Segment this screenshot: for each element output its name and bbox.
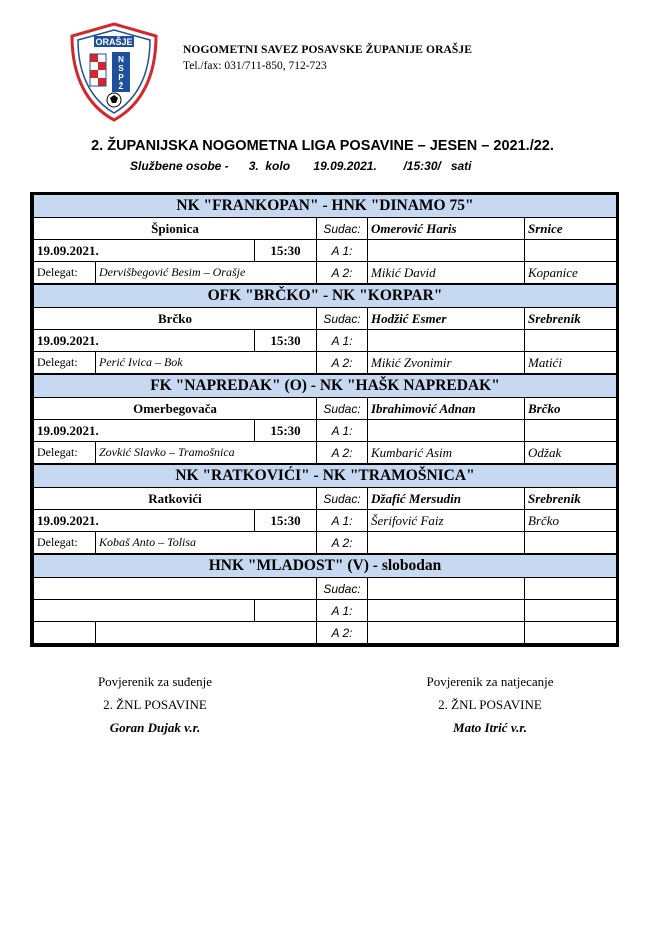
svg-text:N: N (118, 55, 124, 64)
match-row-delegate (34, 532, 617, 555)
match-title: HNK "MLADOST" (V) - slobodan (34, 554, 617, 578)
signature-right (400, 670, 580, 739)
sudac-label: Sudac: (317, 488, 368, 510)
match-header (34, 195, 617, 218)
match-time: 15:30 (255, 510, 317, 532)
svg-text:S: S (118, 64, 124, 73)
delegate-name: Kobaš Anto – Tolisa (96, 532, 317, 555)
federation-logo (68, 22, 160, 122)
a2-label: A 2: (317, 262, 368, 285)
match-time: 15:30 (255, 330, 317, 352)
match-time (255, 600, 317, 622)
svg-text:P: P (118, 73, 124, 82)
a1-label: A 1: (317, 420, 368, 442)
referee-name: Omerović Haris (368, 218, 525, 240)
match-row-date (34, 330, 617, 352)
a2-label: A 2: (317, 532, 368, 555)
match-date: 19.09.2021. (34, 510, 255, 532)
delegate-name: Dervišbegović Besim – Orašje (96, 262, 317, 285)
match-row-delegate (34, 352, 617, 375)
sudac-label: Sudac: (317, 578, 368, 600)
assistant2-city: Odžak (525, 442, 617, 465)
match-header (34, 374, 617, 398)
delegate-name: Perić Ivica – Bok (96, 352, 317, 375)
delegat-label: Delegat: (34, 442, 96, 465)
assistant1-city (525, 330, 617, 352)
svg-text:Ž: Ž (118, 82, 124, 91)
referee-city: Srebrenik (525, 308, 617, 330)
assistant2-city (525, 532, 617, 555)
delegat-label (34, 622, 96, 644)
delegat-label: Delegat: (34, 532, 96, 555)
assistant1-name (368, 330, 525, 352)
venue: Omerbegovača (34, 398, 317, 420)
assistant2-city (525, 622, 617, 644)
assistant2-city: Matići (525, 352, 617, 375)
assistant1-city: Brčko (525, 510, 617, 532)
match-row-venue (34, 308, 617, 330)
referee-city: Srebrenik (525, 488, 617, 510)
signature-left (70, 670, 240, 739)
a2-label: A 2: (317, 442, 368, 465)
referee-city (525, 578, 617, 600)
venue: Špionica (34, 218, 317, 240)
assistant2-name (368, 622, 525, 644)
assistant2-name (368, 532, 525, 555)
page-title: 2. ŽUPANIJSKA NOGOMETNA LIGA POSAVINE – JESEN – 2021./22. (91, 138, 554, 154)
sudac-label: Sudac: (317, 398, 368, 420)
match-title: NK "FRANKOPAN" - HNK "DINAMO 75" (34, 195, 617, 218)
signature-right-role: Povjerenik za natjecanje (426, 674, 554, 689)
signature-left-name: Goran Dujak v.r. (109, 720, 201, 735)
match-title: FK "NAPREDAK" (O) - NK "HAŠK NAPREDAK" (34, 374, 617, 398)
match-header (34, 284, 617, 308)
delegat-label: Delegat: (34, 262, 96, 285)
referee-name: Hodžić Esmer (368, 308, 525, 330)
a1-label: A 1: (317, 600, 368, 622)
match-row-date (34, 600, 617, 622)
assistant1-name (368, 240, 525, 262)
match-title: NK "RATKOVIĆI" - NK "TRAMOŠNICA" (34, 464, 617, 488)
match-time: 15:30 (255, 420, 317, 442)
assistant2-name: Mikić David (368, 262, 525, 285)
venue: Brčko (34, 308, 317, 330)
match-row-date (34, 420, 617, 442)
a1-label: A 1: (317, 330, 368, 352)
match-row-venue (34, 218, 617, 240)
organization-name: NOGOMETNI SAVEZ POSAVSKE ŽUPANIJE ORAŠJE (183, 44, 473, 56)
assistant2-city: Kopanice (525, 262, 617, 285)
match-row-delegate (34, 262, 617, 285)
subtitle-date: 19.09.2021. (313, 159, 377, 173)
match-row-date (34, 510, 617, 532)
a1-label: A 1: (317, 240, 368, 262)
signature-right-league: 2. ŽNL POSAVINE (438, 697, 542, 712)
assistant1-name (368, 600, 525, 622)
match-date (34, 600, 255, 622)
signature-left-role: Povjerenik za suđenje (97, 674, 213, 689)
delegate-name (96, 622, 317, 644)
signature-left-league: 2. ŽNL POSAVINE (103, 697, 207, 712)
match-title: OFK "BRČKO" - NK "KORPAR" (34, 284, 617, 308)
a1-label: A 1: (317, 510, 368, 532)
delegat-label: Delegat: (34, 352, 96, 375)
subtitle-round: 3. kolo (248, 159, 291, 173)
subtitle-time: /15:30/ sati (403, 159, 472, 173)
match-header (34, 464, 617, 488)
assistant2-name: Kumbarić Asim (368, 442, 525, 465)
match-row-venue (34, 488, 617, 510)
a2-label: A 2: (317, 352, 368, 375)
referee-city: Brčko (525, 398, 617, 420)
referee-name: Ibrahimović Adnan (368, 398, 525, 420)
officials-table (30, 192, 619, 647)
referee-city: Srnice (525, 218, 617, 240)
match-row-date (34, 240, 617, 262)
match-row-delegate (34, 442, 617, 465)
match-date: 19.09.2021. (34, 420, 255, 442)
match-date: 19.09.2021. (34, 240, 255, 262)
signature-right-name: Mato Itrić v.r. (453, 720, 527, 735)
a2-label: A 2: (317, 622, 368, 644)
match-date: 19.09.2021. (34, 330, 255, 352)
venue: Ratkovići (34, 488, 317, 510)
venue (34, 578, 317, 600)
contact-info: Tel./fax: 031/711-850, 712-723 (183, 60, 327, 72)
match-row-venue (34, 398, 617, 420)
match-time: 15:30 (255, 240, 317, 262)
sudac-label: Sudac: (317, 218, 368, 240)
delegate-name: Zovkić Slavko – Tramošnica (96, 442, 317, 465)
match-row-venue (34, 578, 617, 600)
page-subtitle (130, 159, 472, 173)
svg-text:ORAŠJE: ORAŠJE (95, 37, 133, 47)
subtitle-label: Službene osobe - (130, 159, 229, 173)
assistant1-name (368, 420, 525, 442)
match-row-delegate (34, 622, 617, 644)
sudac-label: Sudac: (317, 308, 368, 330)
assistant1-city (525, 600, 617, 622)
assistant2-name: Mikić Zvonimir (368, 352, 525, 375)
referee-name (368, 578, 525, 600)
assistant1-city (525, 420, 617, 442)
assistant1-city (525, 240, 617, 262)
referee-name: Džafić Mersudin (368, 488, 525, 510)
match-header (34, 554, 617, 578)
assistant1-name: Šerifović Faiz (368, 510, 525, 532)
